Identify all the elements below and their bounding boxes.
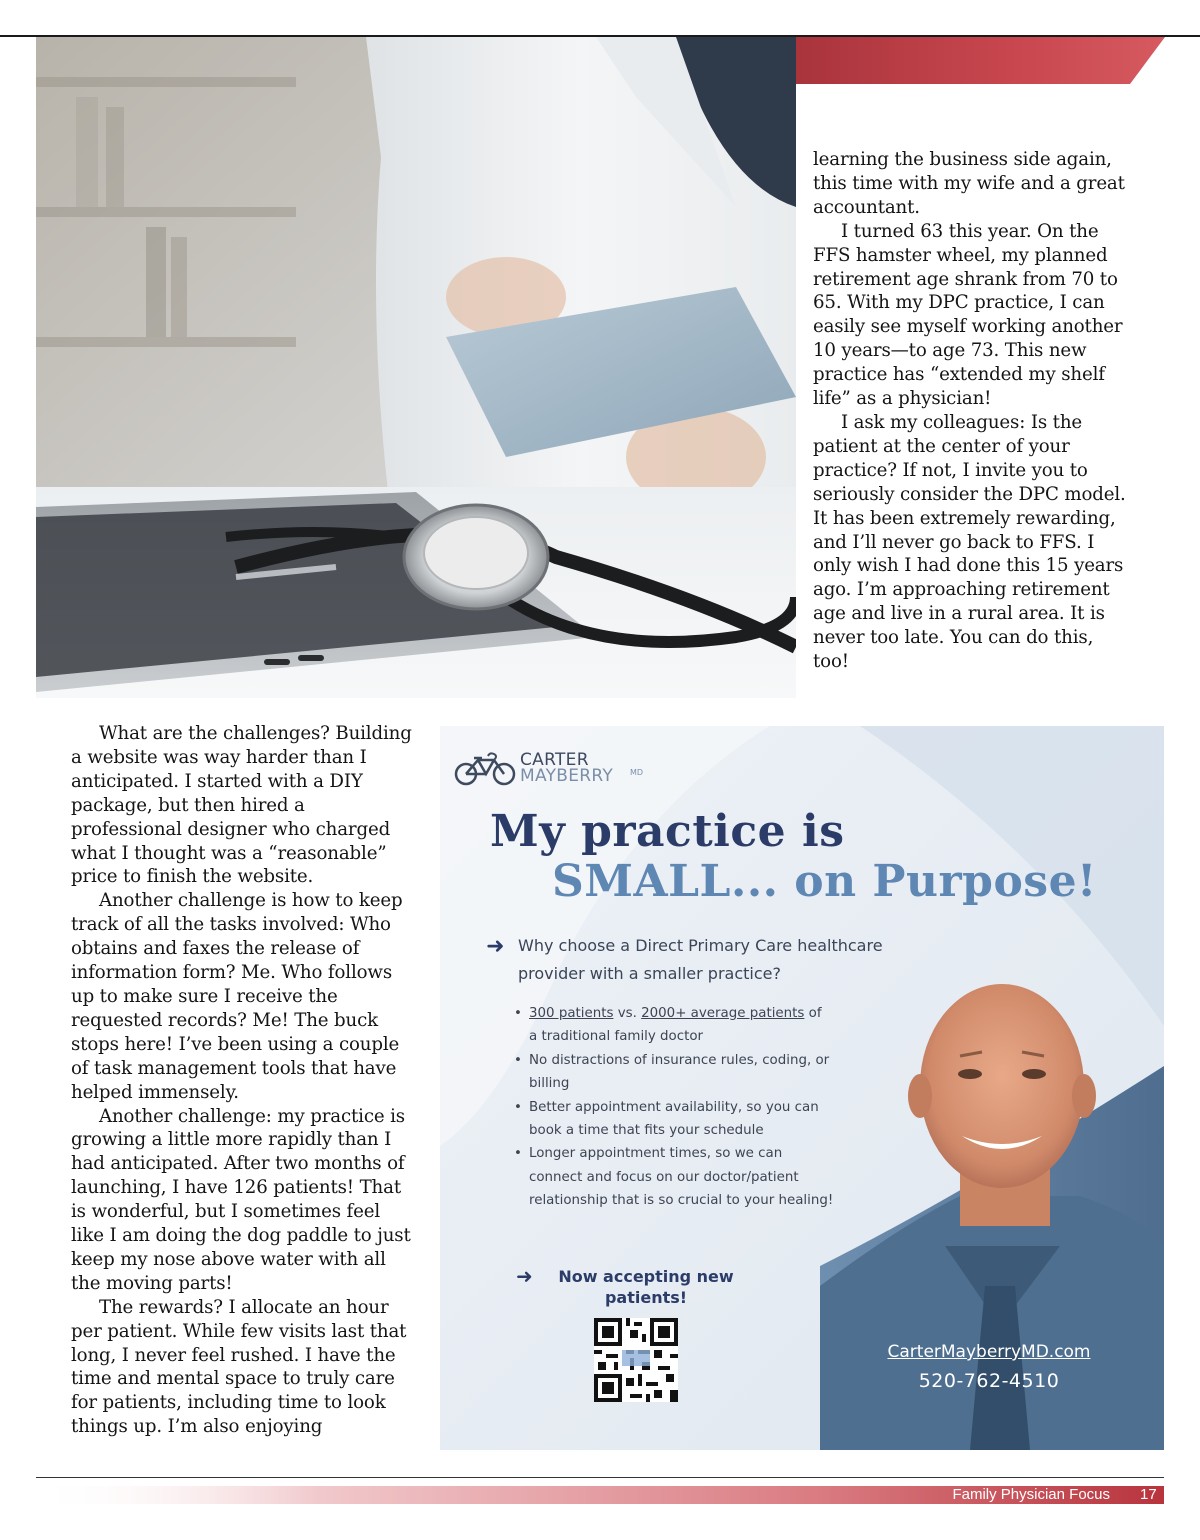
publication-name: Family Physician Focus: [952, 1486, 1110, 1503]
ad-headline-line2: SMALL... on Purpose!: [552, 856, 1097, 907]
article-right-column: [813, 148, 1133, 674]
list-item: [514, 1142, 834, 1212]
practice-advertisement: [440, 726, 1164, 1450]
logo-name-line2: MAYBERRY: [520, 766, 614, 786]
article-paragraph: Another challenge: my practice is growing a little more rapidly than I had anticipated. After two months of launching, I have 126 patients! That is wonderful, but I sometimes feel like I am doing the dog paddle to just keep my nose above water with all the moving parts!: [71, 1105, 411, 1294]
patients-count: 300 patients: [529, 1006, 614, 1021]
bullet-text: Longer appointment times, so we can connect and focus on our doctor/patient relationship that is so crucial to your healing!: [529, 1146, 834, 1209]
red-banner: [795, 37, 1165, 84]
logo-md-suffix: MD: [630, 768, 644, 777]
arrow-right-icon: ➜: [516, 1264, 533, 1288]
footer-rule: [36, 1477, 1164, 1478]
average-patients: 2000+ average patients: [641, 1006, 805, 1021]
accepting-patients-text: Now accepting new patients!: [558, 1267, 734, 1307]
logo-name-line1: CARTER: [520, 750, 589, 770]
article-paragraph: The rewards? I allocate an hour per patient. While few visits last that long, I never feel rushed. I have the time and mental space to truly care for patients, including time to look things up. I’m also enjoying: [71, 1296, 407, 1438]
list-item: [514, 1049, 834, 1096]
bullet-text: Better appointment availability, so you can book a time that fits your schedule: [529, 1099, 819, 1139]
vs-text: vs.: [613, 1006, 642, 1021]
doctor-stethoscope-photo: [36, 37, 796, 698]
ad-website-link[interactable]: CarterMayberryMD.com: [887, 1342, 1091, 1362]
bullet-icon: •: [514, 1099, 522, 1115]
bicycle-icon: [454, 752, 516, 786]
bullet-text: No distractions of insurance rules, coding, or billing: [529, 1052, 830, 1092]
bullet-text: of a traditional family doctor: [529, 1006, 822, 1045]
carter-mayberry-logo: [454, 748, 654, 788]
ad-question: Why choose a Direct Primary Care healthcare provider with a smaller practice?: [518, 936, 883, 983]
article-paragraph: Another challenge is how to keep track of all the tasks involved: Who obtains and faxes the release of information form? Me. Who follows up to make sure I receive the requested records? Me! The buck stops here! I’ve been using a couple of task management tools that have helped immensely.: [71, 890, 403, 1103]
bullet-icon: •: [514, 1146, 522, 1162]
ad-headline-line1: My practice is: [490, 806, 845, 857]
article-paragraph: What are the challenges? Building a website was way harder than I anticipated. I started with a DIY package, but then hired a professional designer who charged what I thought was a “reasonable” price to finish the website.: [71, 723, 412, 888]
article-paragraph: I ask my colleagues: Is the patient at the center of your practice? If not, I invite you to seriously consider the DPC model. It has been extremely rewarding, and I’ll never go back to FFS. I only wish I had done this 15 years ago. I’m approaching retirement age and live in a rural area. It is never too late. You can do this, too!: [813, 411, 1126, 673]
article-paragraph: I turned 63 this year. On the FFS hamster wheel, my planned retirement age shrank from 70 to 65. With my DPC practice, I can easily see myself working another 10 years—to age 73. This new practice has “extended my shelf life” as a physician!: [813, 220, 1123, 410]
list-item: [514, 1096, 834, 1143]
page-number: 17: [1140, 1486, 1157, 1503]
qr-code-icon[interactable]: [594, 1318, 678, 1402]
list-item: [514, 1002, 834, 1049]
ad-phone-number: 520-762-4510: [918, 1370, 1060, 1392]
bullet-icon: •: [514, 1006, 522, 1021]
ad-benefits-list: [514, 1002, 834, 1213]
bullet-icon: •: [514, 1052, 522, 1068]
article-paragraph: learning the business side again, this time with my wife and a great accountant.: [813, 149, 1125, 218]
article-left-column: [71, 722, 416, 1439]
arrow-right-icon: ➜: [486, 934, 505, 959]
